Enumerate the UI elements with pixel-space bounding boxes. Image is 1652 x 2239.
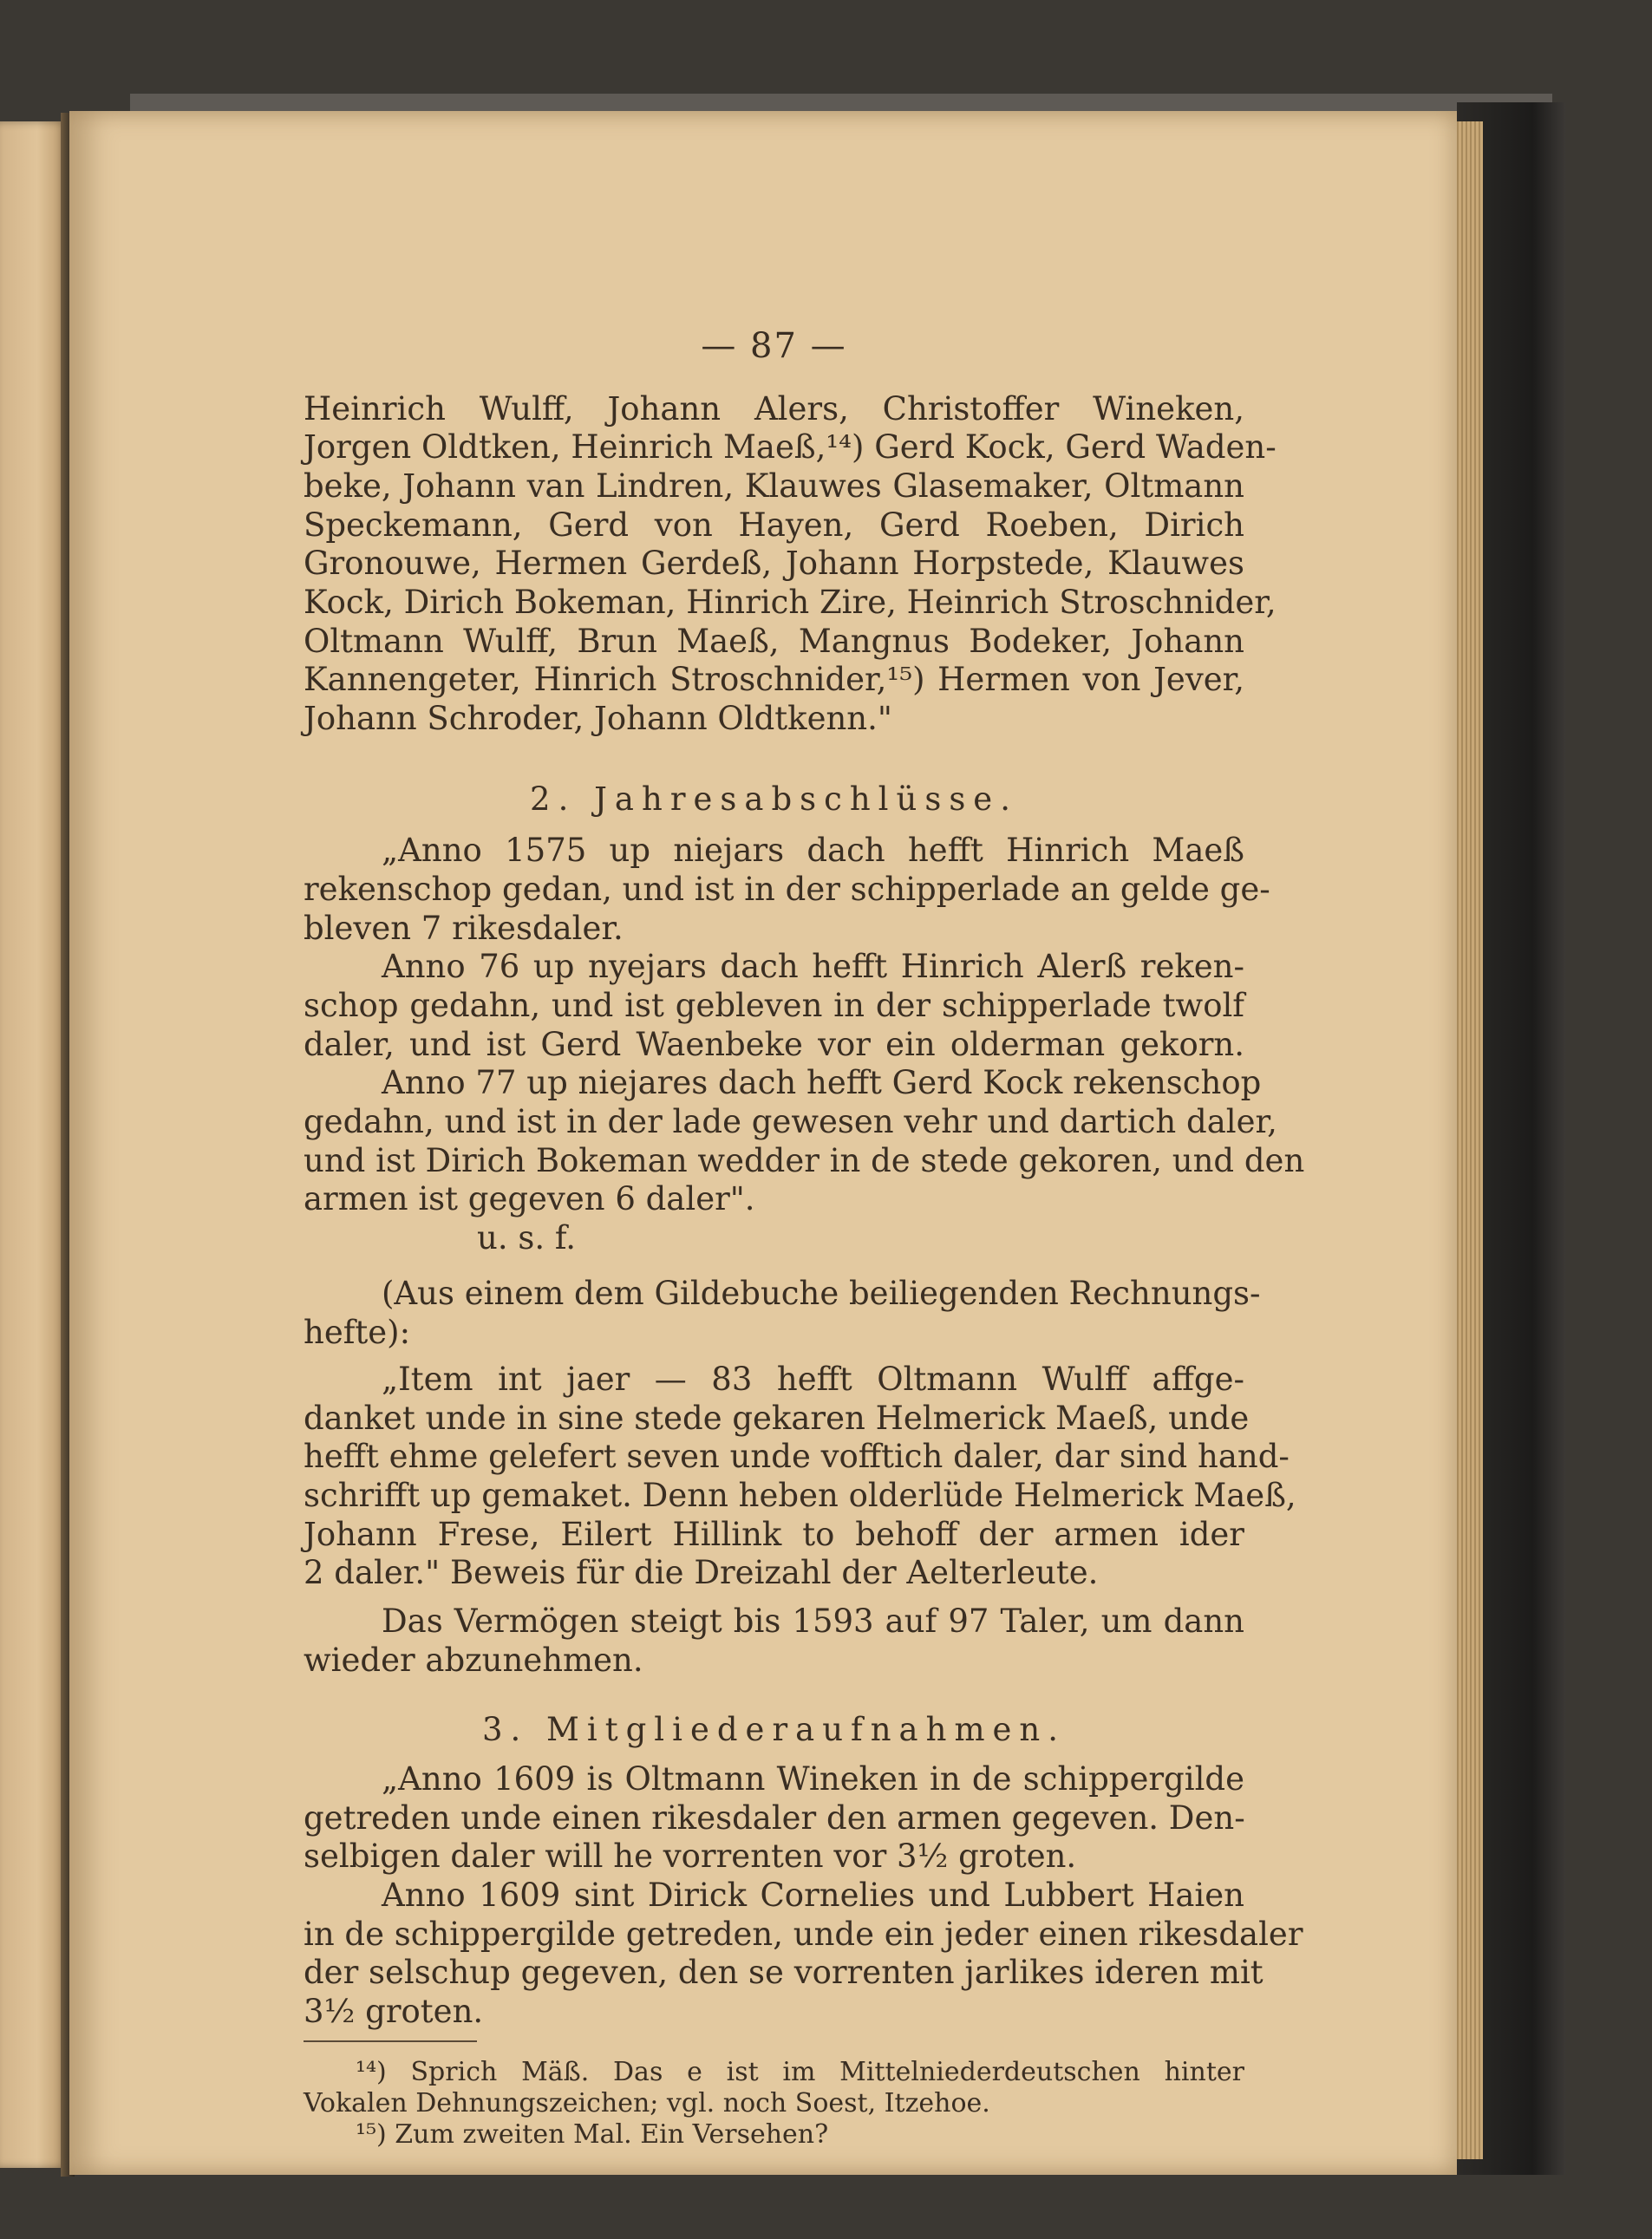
footnote-rule	[304, 2040, 477, 2042]
body-line: hefft ehme gelefert seven unde vofftich daler, dar sind hand-	[304, 1438, 1290, 1475]
body-line: beke, Johann van Lindren, Klauwes Glasemaker, Oltmann	[304, 467, 1244, 505]
body-line: Johann Schroder, Johann Oldtkenn."	[304, 700, 892, 737]
body-line: danket unde in sine stede gekaren Helmerick Maeß, unde	[304, 1400, 1250, 1437]
body-line: Das Vermögen steigt bis 1593 auf 97 Taler, um dann	[382, 1603, 1244, 1640]
body-line: 3½ groten.	[304, 1993, 484, 2030]
body-line: bleven 7 rikesdaler.	[304, 910, 624, 947]
body-line: Johann Frese, Eilert Hillink to behoff der armen ider	[304, 1516, 1244, 1553]
body-line: 2 daler." Beweis für die Dreizahl der Aelterleute.	[304, 1554, 1099, 1591]
footnote-line: ¹⁴) Sprich Mäß. Das e ist im Mittelniederdeutschen hinter	[356, 2057, 1244, 2087]
body-line: (Aus einem dem Gildebuche beiliegenden Rechnungs-	[382, 1275, 1261, 1312]
body-line: Heinrich Wulff, Johann Alers, Christoffer Wineken,	[304, 390, 1244, 428]
body-line: Kannengeter, Hinrich Stroschnider,¹⁵) Hermen von Jever,	[304, 661, 1244, 698]
body-line: und ist Dirich Bokeman wedder in de stede gekoren, und den	[304, 1142, 1305, 1179]
body-line: der selschup gegeven, den se vorrenten jarlikes ideren mit	[304, 1954, 1263, 1991]
body-line: Anno 76 up nyejars dach hefft Hinrich Alerß reken-	[382, 948, 1244, 985]
body-line: in de schippergilde getreden, unde ein jeder einen rikesdaler	[304, 1916, 1303, 1953]
body-line: hefte):	[304, 1314, 411, 1351]
body-line: „Item int jaer — 83 hefft Oltmann Wulff affge-	[382, 1361, 1244, 1398]
page-number: — 87 —	[701, 326, 847, 366]
body-line: „Anno 1575 up niejars dach hefft Hinrich Maeß	[382, 832, 1244, 869]
body-line: „Anno 1609 is Oltmann Wineken in de schippergilde	[382, 1760, 1244, 1798]
body-line: schrifft up gemaket. Denn heben olderlüde Helmerick Maeß,	[304, 1477, 1296, 1514]
body-line: getreden unde einen rikesdaler den armen gegeven. Den-	[304, 1799, 1245, 1837]
body-line: schop gedahn, und ist gebleven in der schipperlade twolf	[304, 987, 1244, 1024]
body-line: gedahn, und ist in der lade gewesen vehr und dartich daler,	[304, 1103, 1277, 1140]
body-line: Speckemann, Gerd von Hayen, Gerd Roeben, Dirich	[304, 506, 1244, 544]
section-heading: 2. Jahresabschlüsse.	[530, 780, 1018, 818]
book-page	[69, 111, 1457, 2175]
body-line: armen ist gegeven 6 daler".	[304, 1180, 755, 1217]
body-line: u. s. f.	[477, 1219, 576, 1257]
section-heading: 3. Mitgliederaufnahmen.	[481, 1711, 1067, 1748]
body-line: Anno 1609 sint Dirick Cornelies und Lubbert Haien	[382, 1877, 1244, 1914]
body-line: Gronouwe, Hermen Gerdeß, Johann Horpstede, Klauwes	[304, 545, 1244, 582]
footnote-line: Vokalen Dehnungszeichen; vgl. noch Soest, Itzehoe.	[304, 2088, 990, 2118]
body-line: Jorgen Oldtken, Heinrich Maeß,¹⁴) Gerd Kock, Gerd Waden-	[304, 428, 1277, 466]
body-line: wieder abzunehmen.	[304, 1642, 643, 1679]
body-line: daler, und ist Gerd Waenbeke vor ein olderman gekorn.	[304, 1026, 1244, 1063]
footnote-line: ¹⁵) Zum zweiten Mal. Ein Versehen?	[356, 2119, 829, 2150]
body-line: selbigen daler will he vorrenten vor 3½ groten.	[304, 1838, 1077, 1875]
facing-page-edge	[0, 121, 68, 2168]
body-line: Kock, Dirich Bokeman, Hinrich Zire, Heinrich Stroschnider,	[304, 584, 1277, 621]
body-line: Anno 77 up niejares dach hefft Gerd Kock rekenschop	[382, 1064, 1262, 1101]
body-line: Oltmann Wulff, Brun Maeß, Mangnus Bodeker, Johann	[304, 623, 1244, 660]
body-line: rekenschop gedan, und ist in der schipperlade an gelde ge-	[304, 871, 1270, 908]
